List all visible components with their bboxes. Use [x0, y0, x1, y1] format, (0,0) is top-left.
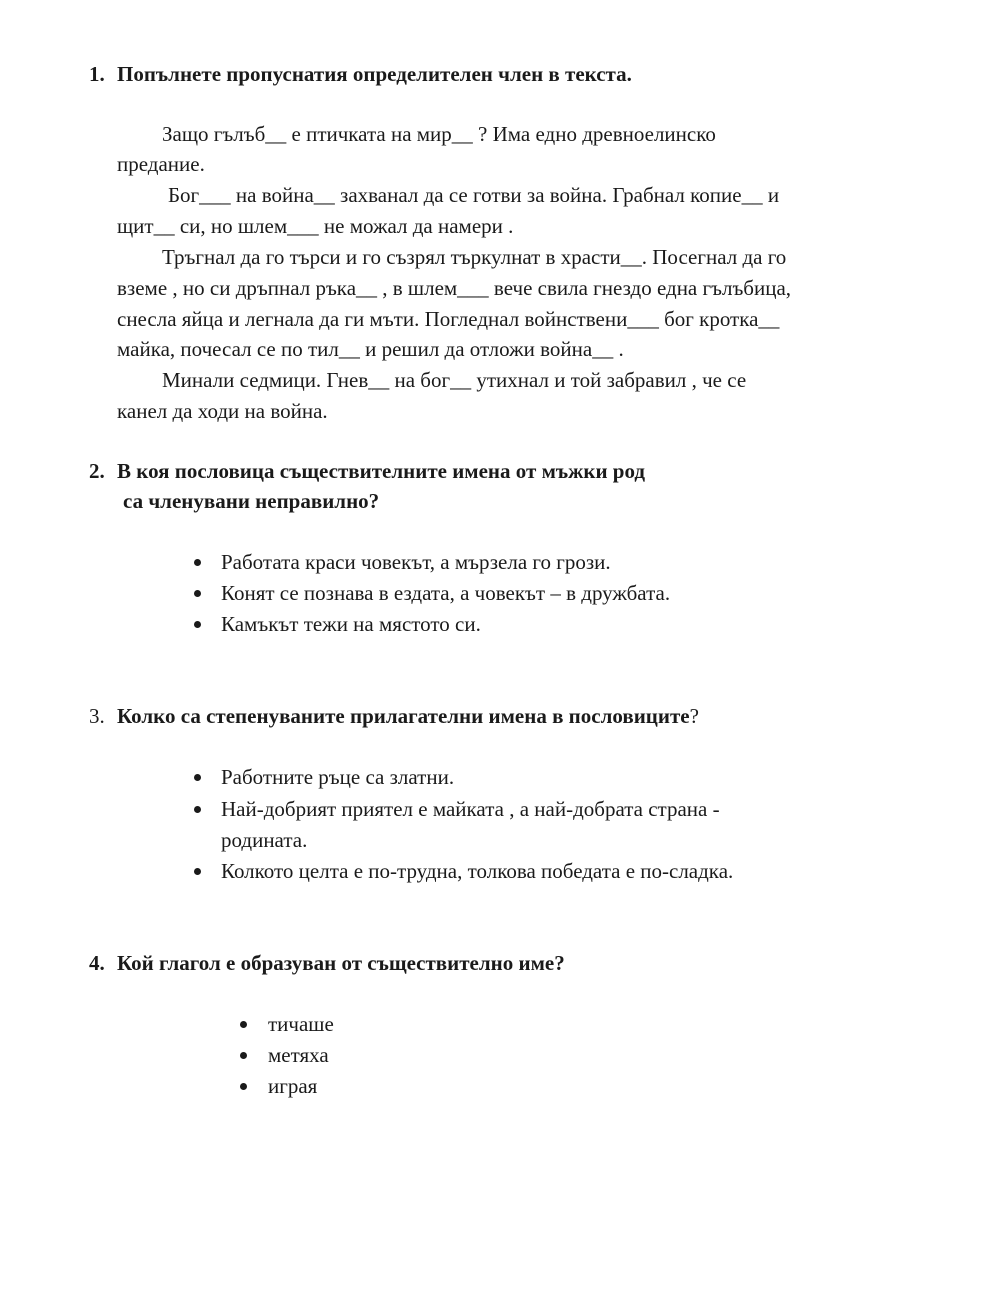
text-line: щит__ си, но шлем___ не можал да намери . — [117, 214, 514, 238]
bullet-icon — [194, 590, 201, 597]
list-item-text: Работата краси човекът, а мързела го грози. — [221, 550, 611, 574]
question-2-number: 2. — [89, 459, 105, 483]
bullet-icon — [194, 774, 201, 781]
bullet-icon — [194, 868, 201, 875]
list-item-text: Камъкът тежи на мястото си. — [221, 612, 481, 636]
question-1-number: 1. — [89, 62, 105, 86]
question-2-title-line-2: са членувани неправилно? — [123, 489, 380, 513]
list-item-text: играя — [268, 1074, 318, 1098]
question-3-title-suffix: ? — [689, 704, 699, 728]
text-line: канел да ходи на война. — [117, 399, 328, 423]
list-item-text: тичаше — [268, 1012, 334, 1036]
question-2-title-line-1: В коя пословица съществителните имена от мъжки род — [117, 459, 645, 483]
text-line: Бог___ на война__ захванал да се готви за война. Грабнал копие__ и — [168, 183, 780, 207]
list-item-text: Работните ръце са златни. — [221, 765, 455, 789]
text-line: снесла яйца и легнала да ги мъти. Погледнал войнствени___ бог кротка__ — [117, 307, 780, 331]
list-item-text-continued: родината. — [221, 828, 308, 852]
question-3-title-text: Колко са степенуваните прилагателни имена в пословиците — [117, 704, 690, 728]
bullet-icon — [194, 806, 201, 813]
question-1-title: Попълнете пропуснатия определителен член в текста. — [117, 62, 632, 86]
list-item-text: Конят се познава в ездата, а човекът – в дружбата. — [221, 581, 671, 605]
bullet-icon — [194, 559, 201, 566]
text-line: Защо гълъб__ е птичката на мир__ ? Има едно древноелинско — [162, 122, 716, 146]
list-item-text: Най-добрият приятел е майката , а най-добрата страна - — [221, 797, 720, 821]
bullet-icon — [240, 1052, 247, 1059]
bullet-icon — [194, 621, 201, 628]
list-item-text: Колкото целта е по-трудна, толкова победата е по-сладка. — [221, 859, 734, 883]
list-item-text: метяха — [268, 1043, 329, 1067]
text-line: майка, почесал се по тил__ и решил да отложи война__ . — [117, 337, 624, 361]
text-line: предание. — [117, 152, 205, 176]
question-3-number: 3. — [89, 704, 105, 728]
bullet-icon — [240, 1083, 247, 1090]
text-line: Тръгнал да го търси и го съзрял търкулнат в храсти__. Посегнал да го — [162, 245, 787, 269]
question-4-number: 4. — [89, 951, 105, 975]
question-3-title — [117, 706, 699, 727]
bullet-icon — [240, 1021, 247, 1028]
text-line: Минали седмици. Гнев__ на бог__ утихнал и той забравил , че се — [162, 368, 747, 392]
question-4-title: Кой глагол е образуван от съществително име? — [117, 951, 565, 975]
text-line: вземе , но си дръпнал ръка__ , в шлем___ вече свила гнездо една гълъбица, — [117, 276, 792, 300]
